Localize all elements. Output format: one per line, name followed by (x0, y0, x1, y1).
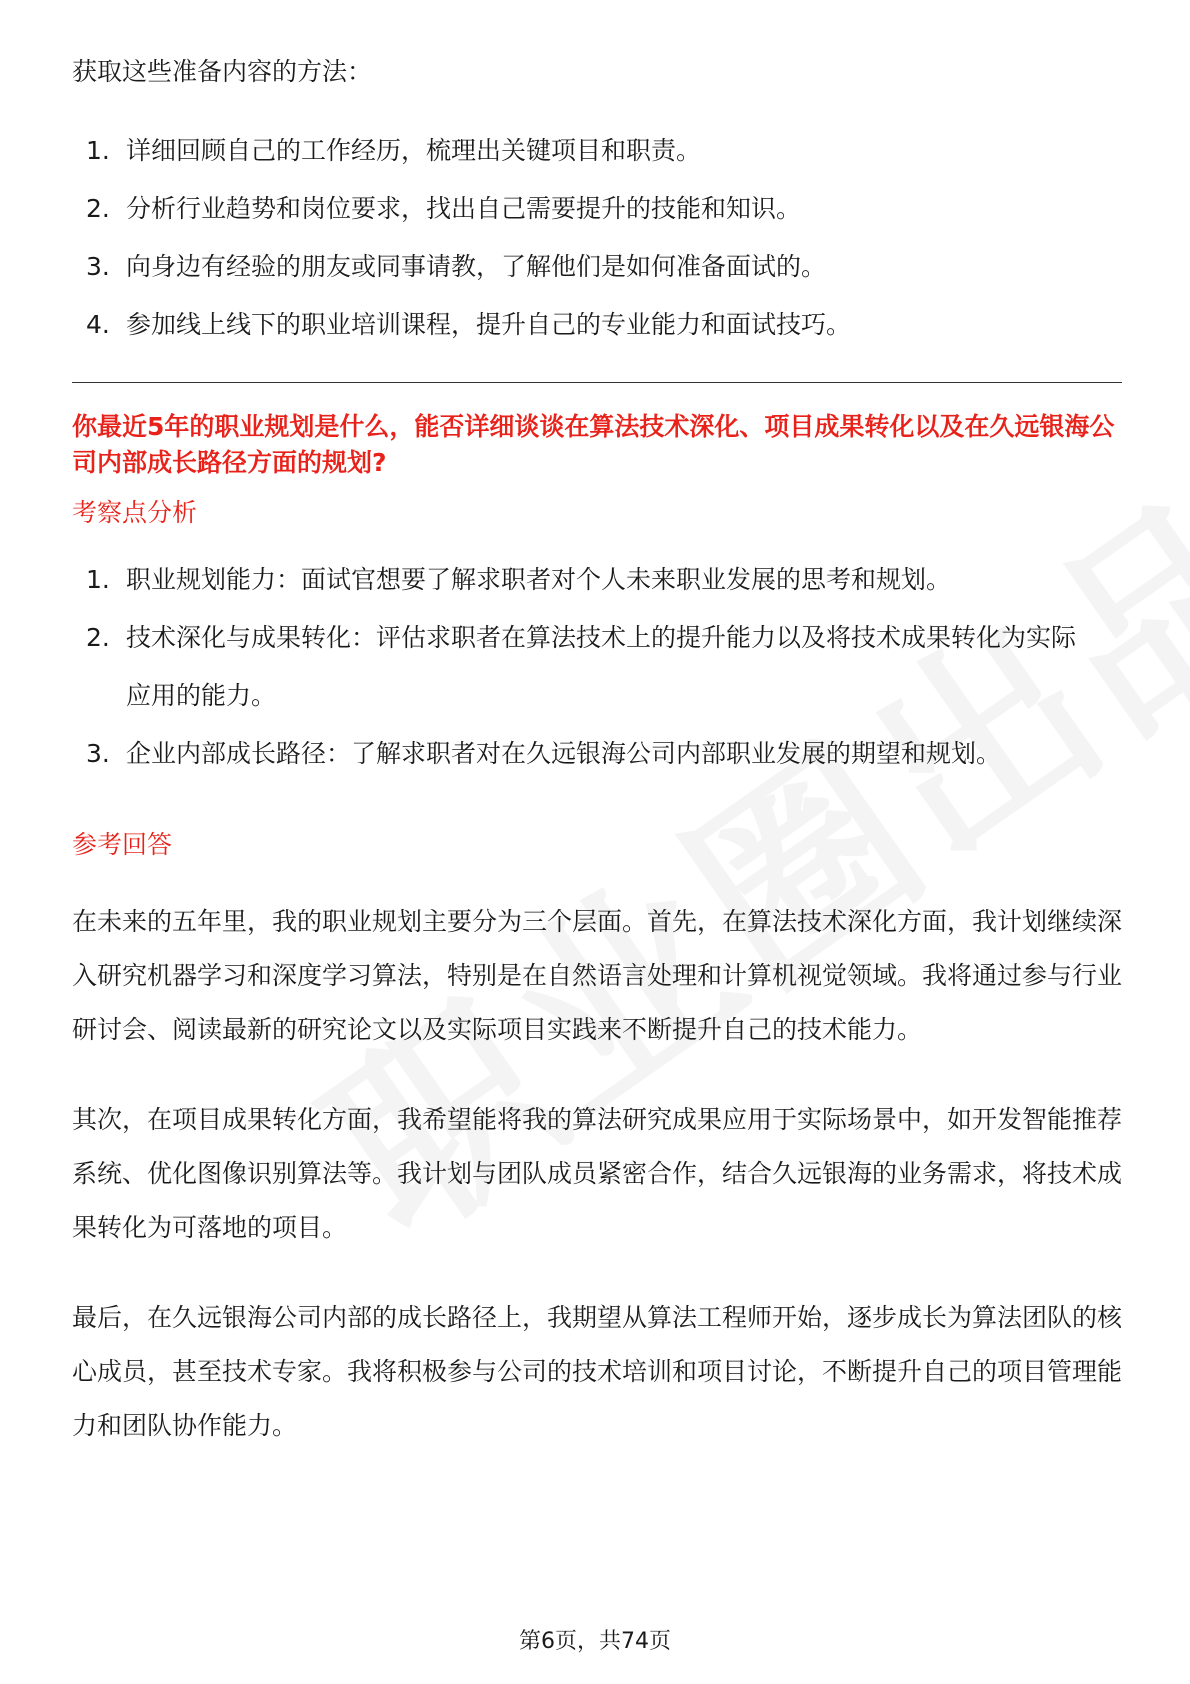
list-item-text: 技术深化与成果转化：评估求职者在算法技术上的提升能力以及将技术成果转化为实际应用的能力。 (126, 623, 1077, 710)
list-item-text: 参加线上线下的职业培训课程，提升自己的专业能力和面试技巧。 (126, 310, 852, 339)
list-item (72, 180, 1092, 238)
list-item (72, 551, 1092, 609)
answer-paragraph: 最后，在久远银海公司内部的成长路径上，我期望从算法工程师开始，逐步成长为算法团队的核心成员，甚至技术专家。我将积极参与公司的技术培训和项目讨论，不断提升自己的项目管理能力和团队协作能力。 (72, 1303, 1123, 1440)
list-item (72, 725, 1092, 783)
answer-heading: 参考回答 (72, 830, 173, 859)
list-number: 3. (86, 739, 110, 768)
list-item (72, 238, 1092, 296)
list-item-text: 企业内部成长路径：了解求职者对在久远银海公司内部职业发展的期望和规划。 (126, 739, 1002, 768)
list-item (72, 122, 1092, 180)
list-item (72, 609, 1092, 725)
page-number-footer: 第6页，共74页 (519, 1629, 671, 1654)
list-number: 1. (86, 136, 110, 165)
list-item-text: 向身边有经验的朋友或同事请教，了解他们是如何准备面试的。 (126, 252, 827, 281)
answer-paragraph: 在未来的五年里，我的职业规划主要分为三个层面。首先，在算法技术深化方面，我计划继续深入研究机器学习和深度学习算法，特别是在自然语言处理和计算机视觉领域。我将通过参与行业研讨会、阅读最新的研究论文以及实际项目实践来不断提升自己的技术能力。 (72, 907, 1123, 1044)
analysis-heading: 考察点分析 (72, 498, 198, 527)
analysis-points-list (72, 551, 1122, 783)
list-number: 4. (86, 310, 110, 339)
list-number: 1. (86, 565, 110, 594)
interview-question: 你最近5年的职业规划是什么，能否详细谈谈在算法技术深化、项目成果转化以及在久远银海公司内部成长路径方面的规划? (72, 412, 1115, 477)
list-number: 2. (86, 623, 110, 652)
list-item-text: 分析行业趋势和岗位要求，找出自己需要提升的技能和知识。 (126, 194, 802, 223)
section-divider (72, 382, 1122, 383)
answer-paragraph: 其次，在项目成果转化方面，我希望能将我的算法研究成果应用于实际场景中，如开发智能推荐系统、优化图像识别算法等。我计划与团队成员紧密合作，结合久远银海的业务需求，将技术成果转化为可落地的项目。 (72, 1105, 1123, 1242)
prep-methods-list (72, 122, 1122, 354)
list-number: 3. (86, 252, 110, 281)
list-item-text: 详细回顾自己的工作经历，梳理出关键项目和职责。 (126, 136, 702, 165)
prep-methods-intro: 获取这些准备内容的方法： (72, 57, 373, 86)
list-item (72, 296, 1092, 354)
list-item-text: 职业规划能力：面试官想要了解求职者对个人未来职业发展的思考和规划。 (126, 565, 952, 594)
list-number: 2. (86, 194, 110, 223)
page-content (72, 52, 1122, 1489)
